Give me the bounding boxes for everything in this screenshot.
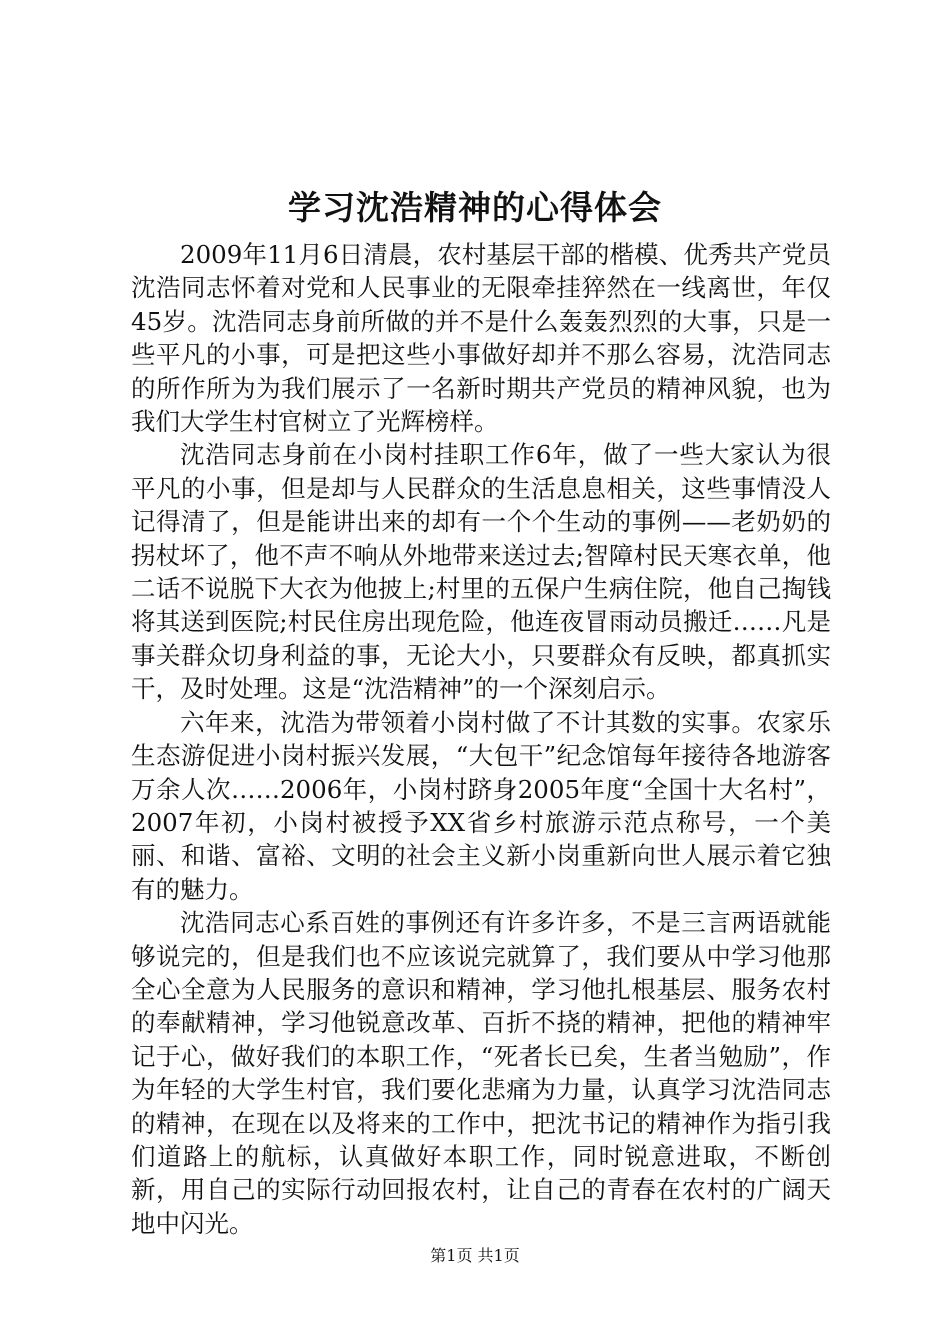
- paragraph-4: 沈浩同志心系百姓的事例还有许多许多，不是三言两语就能够说完的，但是我们也不应该说完就算了，我们要从中学习他那全心全意为人民服务的意识和精神，学习他扎根基层、服务农村的奉献精神，学习他锐意改革、百折不挠的精神，把他的精神牢记于心，做好我们的本职工作，“死者长已矣，生者当勉励”，作为年轻的大学生村官，我们要化悲痛为力量，认真学习沈浩同志的精神，在现在以及将来的工作中，把沈书记的精神作为指引我们道路上的航标，认真做好本职工作，同时锐意进取，不断创新，用自己的实际行动回报农村，让自己的青春在农村的广阔天地中闪光。: [131, 908, 831, 1238]
- paragraph-3: 六年来，沈浩为带领着小岗村做了不计其数的实事。农家乐生态游促进小岗村振兴发展，“大包干”纪念馆每年接待各地游客万余人次……2006年，小岗村跻身2005年度“全国十大名村”，2007年初，小岗村被授予XX省乡村旅游示范点称号，一个美丽、和谐、富裕、文明的社会主义新小岗重新向世人展示着它独有的魅力。: [131, 707, 831, 904]
- paragraph-1: 2009年11月6日清晨，农村基层干部的楷模、优秀共产党员沈浩同志怀着对党和人民事业的无限牵挂猝然在一线离世，年仅45岁。沈浩同志身前所做的并不是什么轰轰烈烈的大事，只是一些平凡的小事，可是把这些小事做好却并不那么容易，沈浩同志的所作所为为我们展示了一名新时期共产党员的精神风貌，也为我们大学生村官树立了光辉榜样。: [131, 240, 831, 437]
- paragraph-2: 沈浩同志身前在小岗村挂职工作6年，做了一些大家认为很平凡的小事，但是却与人民群众的生活息息相关，这些事情没人记得清了，但是能讲出来的却有一个个生动的事例——老奶奶的拐杖坏了，他不声不响从外地带来送过去;智障村民天寒衣单，他二话不说脱下大衣为他披上;村里的五保户生病住院，他自己掏钱将其送到医院;村民住房出现危险，他连夜冒雨动员搬迁……凡是事关群众切身利益的事，无论大小，只要群众有反映，都真抓实干，及时处理。这是“沈浩精神”的一个深刻启示。: [131, 440, 831, 704]
- page-footer: [0, 1244, 950, 1268]
- page-number: 第1页: [430, 1246, 473, 1265]
- document-title: 学习沈浩精神的心得体会: [288, 188, 662, 227]
- document-body: [131, 238, 831, 1240]
- page-total: 共1页: [477, 1246, 520, 1265]
